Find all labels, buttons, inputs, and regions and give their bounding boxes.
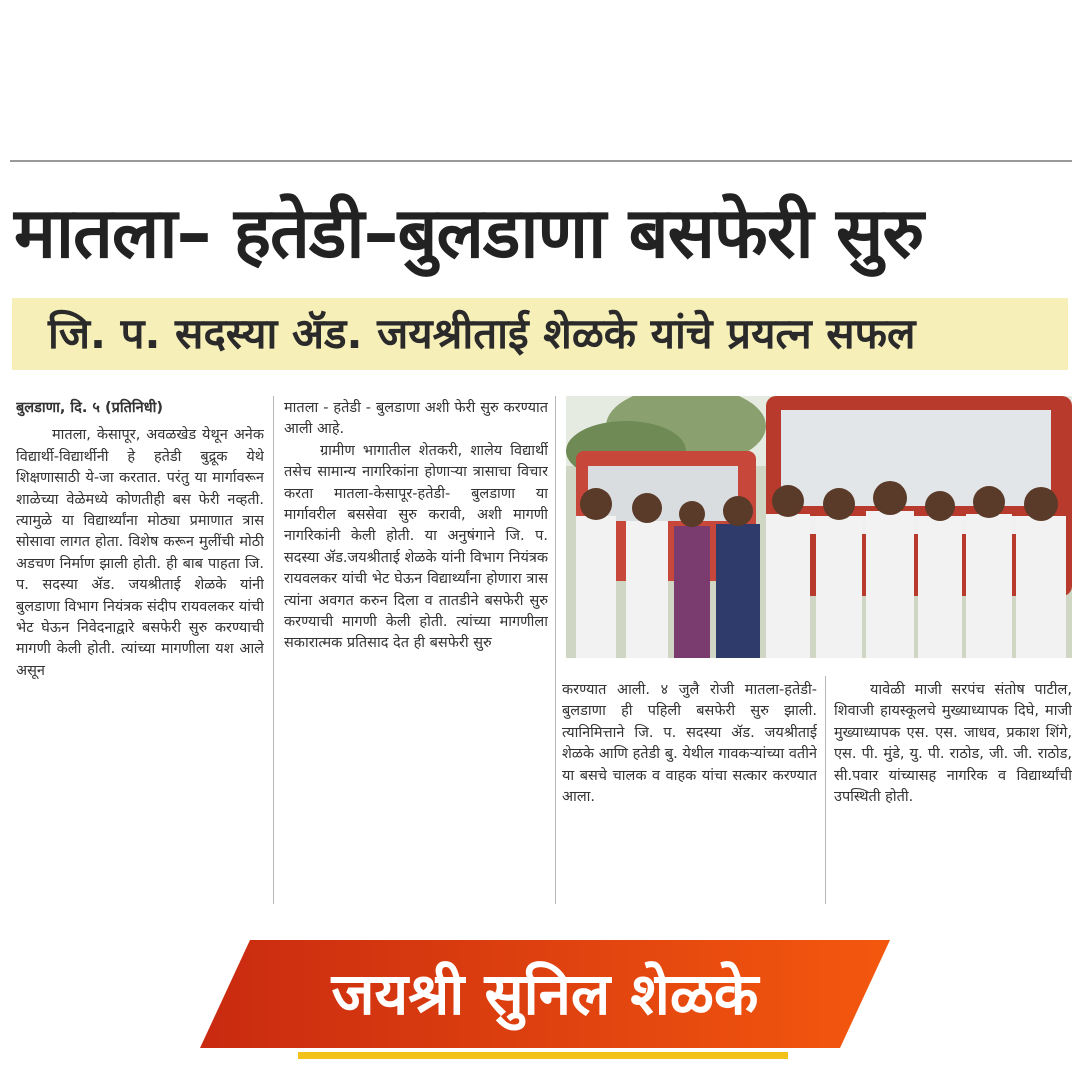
banner-name: जयश्री सुनिल शेळके — [331, 960, 759, 1028]
column-2-text-b: ग्रामीण भागातील शेतकरी, शालेय विद्यार्थी तसेच सामान्य नागरिकांना होणाऱ्या त्रासाचा विचार करता मातला-केसापूर-हतेडी- बुलडाणा या मार्गावरील बससेवा सुरु करावी, अशी मागणी नागरिकांनी केली होती. या अनुषंगाने जि. प. सदस्या ॲड.जयश्रीताई शेळके यांनी विभाग नियंत्रक रायवलकर यांची भेट घेऊन विद्यार्थ्यांना होणारा त्रास त्यांना अवगत करुन दिला व तातडीने बसफेरी सुरु करण्याची मागणी केली होती. त्यांच्या मागणीला सकारात्मक प्रतिसाद देत ही बसफेरी सुरु — [284, 442, 548, 652]
banner-underline — [298, 1052, 788, 1059]
article-column-3 — [562, 680, 817, 900]
article-dateline: बुलडाणा, दि. ५ (प्रतिनिधी) — [16, 400, 164, 416]
column-divider — [273, 396, 274, 904]
top-rule — [10, 160, 1072, 162]
article-column-4 — [834, 680, 1072, 900]
article-column-1 — [16, 398, 264, 906]
photo-illustration — [566, 396, 1072, 658]
article-headline: मातला– हतेडी–बुलडाणा बसफेरी सुरु — [14, 192, 924, 274]
column-divider — [825, 676, 826, 904]
name-banner — [200, 940, 890, 1048]
article-subheadline: जि. प. सदस्या ॲड. जयश्रीताई शेळके यांचे प्रयत्न सफल — [48, 309, 916, 358]
article-column-2 — [284, 398, 548, 906]
column-2-text-a: मातला - हतेडी - बुलडाणा अशी फेरी सुरु करण्यात आली आहे. — [284, 400, 548, 438]
column-4-text: यावेळी माजी सरपंच संतोष पाटील, शिवाजी हायस्कूलचे मुख्याध्यापक दिघे, माजी मुख्याध्यापक एस. एस. जाधव, प्रकाश शिंगे, एस. पी. मुंडे, यु. पी. राठोड, जी. जी. राठोड, सी.पवार यांच्यासह नागरिक व विद्यार्थ्यांची उपस्थिती होती. — [834, 682, 1072, 806]
column-1-text: मातला, केसापूर, अवळखेड येथून अनेक विद्यार्थी-विद्यार्थीनी हे हतेडी बुद्रूक येथे शिक्षणासाठी ये-जा करतात. परंतु या मार्गावरून शाळेच्या वेळेमध्ये कोणतीही बस फेरी नव्हती. त्यामुळे या विद्यार्थ्यांना मोठ्या प्रमाणात त्रास सोसावा लागत होता. विशेष करून मुलींची मोठी अडचण निर्माण झाली होती. ही बाब पाहता जि. प. सदस्या ॲड. जयश्रीताई शेळके यांनी बुलडाणा विभाग नियंत्रक संदीप रायवलकर यांची भेट घेऊन निवेदनाद्वारे बसफेरी सुरु करण्याची मागणी केली होती. त्यांच्या मागणीला यश आले असून — [16, 427, 264, 679]
article-photo — [566, 396, 1072, 658]
column-3-text: करण्यात आली. ४ जुलै रोजी मातला-हतेडी-बुलडाणा ही पहिली बसफेरी सुरु झाली. त्यानिमित्ताने जि. प. सदस्या ॲड. जयश्रीताई शेळके आणि हतेडी बु. येथील गावकऱ्यांच्या वतीने या बसचे चालक व वाहक यांचा सत्कार करण्यात आला. — [562, 682, 817, 806]
column-divider — [555, 396, 556, 904]
